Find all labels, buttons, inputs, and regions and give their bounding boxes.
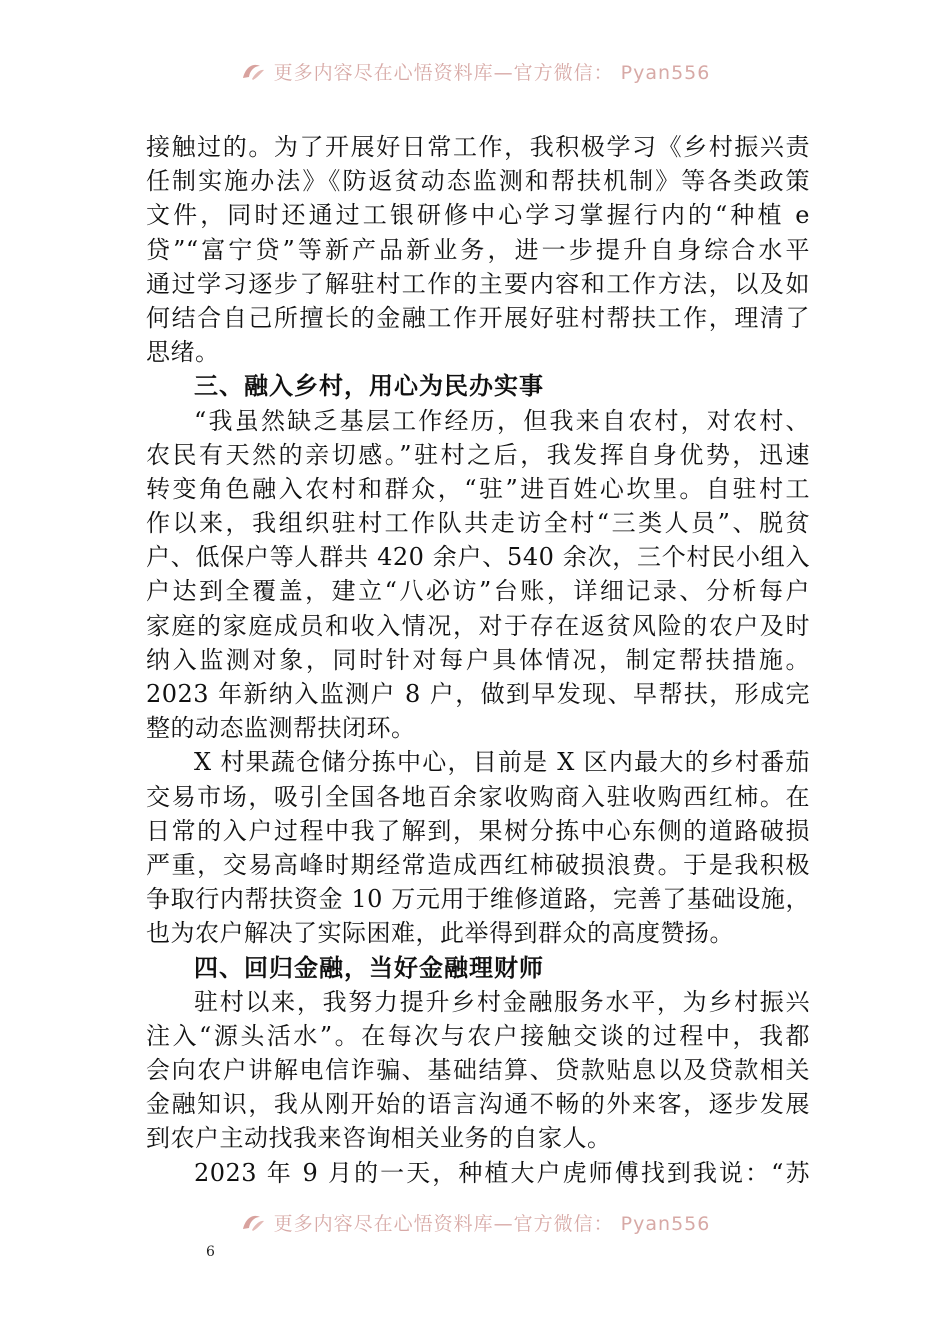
paragraph-line: 严重，交易高峰时期经常造成西红柿破损浪费。于是我积极 (146, 850, 810, 879)
paragraph-line: 整的动态监测帮扶闭环。 (146, 714, 416, 743)
document-body (146, 130, 810, 1190)
paragraph-line: 纳入监测对象，同时针对每户具体情况，制定帮扶措施。 (146, 645, 810, 674)
paragraph-line: 思绪。 (146, 338, 220, 367)
paragraph-line: 交易市场，吸引全国各地百余家收购商入驻收购西红柿。在 (146, 782, 810, 811)
paragraph-line: 2023 年 9 月的一天，种植大户虎师傅找到我说：“苏 (194, 1158, 810, 1187)
paragraph-line: 任制实施办法》《防返贫动态监测和帮扶机制》等各类政策 (146, 167, 810, 196)
header-watermark (0, 56, 950, 86)
page-number: 6 (206, 1244, 215, 1260)
paragraph-line: 接触过的。为了开展好日常工作，我积极学习《乡村振兴责 (146, 133, 810, 161)
watermark-logo-icon (240, 1211, 266, 1233)
paragraph-line: 农民有天然的亲切感。”驻村之后，我发挥自身优势，迅速 (146, 440, 810, 469)
section-heading: 四、回归金融，当好金融理财师 (194, 953, 544, 982)
paragraph-line: 驻村以来，我努力提升乡村金融服务水平，为乡村振兴 (194, 987, 810, 1016)
footer-watermark (0, 1207, 950, 1237)
section-heading: 三、融入乡村，用心为民办实事 (194, 372, 544, 401)
paragraph-line: 也为农户解决了实际困难，此举得到群众的高度赞扬。 (146, 919, 734, 948)
header-watermark-text: 更多内容尽在心悟资料库—官方微信： Pyan556 (273, 61, 711, 84)
footer-watermark-text: 更多内容尽在心悟资料库—官方微信： Pyan556 (273, 1212, 711, 1235)
watermark-logo-icon (240, 60, 266, 82)
paragraph-line: 注入“源头活水”。在每次与农户接触交谈的过程中，我都 (146, 1021, 810, 1050)
paragraph-line: 金融知识，我从刚开始的语言沟通不畅的外来客，逐步发展 (146, 1090, 810, 1119)
paragraph-line: 会向农户讲解电信诈骗、基础结算、贷款贴息以及贷款相关 (146, 1056, 810, 1085)
paragraph-line: 户、低保户等人群共 420 余户、540 余次，三个村民小组入 (146, 543, 810, 572)
paragraph-line: 家庭的家庭成员和收入情况，对于存在返贫风险的农户及时 (146, 611, 810, 640)
paragraph-line: 文件，同时还通过工银研修中心学习掌握行内的“种植 e (146, 201, 810, 230)
paragraph-line: 2023 年新纳入监测户 8 户，做到早发现、早帮扶，形成完 (146, 680, 810, 708)
paragraph-line: 争取行内帮扶资金 10 万元用于维修道路，完善了基础设施， (146, 885, 810, 914)
paragraph-line: 贷”“富宁贷”等新产品新业务，进一步提升自身综合水平 (146, 235, 810, 264)
paragraph-line: 转变角色融入农村和群众，“驻”进百姓心坎里。自驻村工 (146, 474, 810, 503)
paragraph-line: 作以来，我组织驻村工作队共走访全村“三类人员”、脱贫 (146, 509, 810, 538)
paragraph-line: 日常的入户过程中我了解到，果树分拣中心东侧的道路破损 (146, 816, 810, 845)
paragraph-line: 通过学习逐步了解驻村工作的主要内容和工作方法，以及如 (146, 269, 810, 298)
paragraph-line: “我虽然缺乏基层工作经历，但我来自农村，对农村、 (194, 406, 810, 435)
paragraph-line: 到农户主动找我来咨询相关业务的自家人。 (146, 1124, 612, 1153)
paragraph-line: X 村果蔬仓储分拣中心，目前是 X 区内最大的乡村番茄 (194, 748, 810, 777)
paragraph-line: 户达到全覆盖，建立“八必访”台账，详细记录、分析每户 (146, 577, 810, 606)
paragraph-line: 何结合自己所擅长的金融工作开展好驻村帮扶工作，理清了 (146, 303, 810, 332)
